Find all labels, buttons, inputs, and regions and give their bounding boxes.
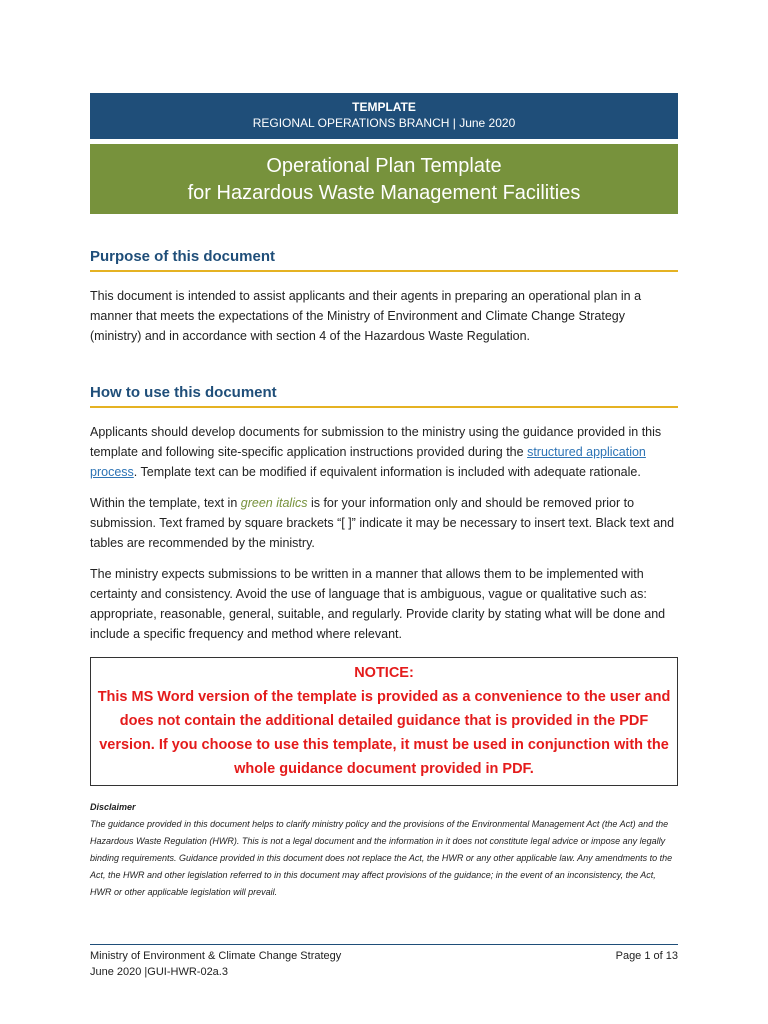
notice-title: NOTICE: [354, 665, 414, 681]
howto-paragraph-3: The ministry expects submissions to be written in a manner that allows them to be implemented with certainty and consistency. Avoid the use of language that is ambiguous, vague or qualitative such as: appropriate, reasonable, general, suitable, and regularly. Provide clarity by stating what will be done and include a specific frequency and method where relevant. [90, 567, 666, 641]
howto-p1-tail: . Template text can be modified if equivalent information is included with adequate rationale. [133, 465, 641, 479]
page-number: Page 1 of 13 [615, 950, 678, 962]
document-title-line1: Operational Plan Template [266, 155, 502, 177]
howto-section [90, 384, 678, 644]
template-label: TEMPLATE [352, 100, 416, 114]
disclaimer-body: The guidance provided in this document helps to clarify ministry policy and the provisions of the Environmental Management Act (the Act) and the Hazardous Waste Regulation (HWR). This is not a legal document and the information in it does not constitute legal advice or impose any legally binding requirements. Guidance provided in this document does not replace the Act, the HWR or any other applicable law. Any amendments to the Act, the HWR and other legislation referred to in this document may affect provisions of the guidance; in the event of an inconsistency, the Act, HWR or other applicable legislation will prevail. [90, 819, 673, 897]
howto-heading: How to use this document [90, 384, 678, 408]
page-footer [90, 944, 678, 980]
document-page [90, 93, 678, 901]
howto-paragraph-2 [90, 493, 678, 553]
howto-p2-text: Within the template, text in [90, 496, 241, 510]
title-banner [90, 144, 678, 214]
green-italics-sample: green italics [240, 496, 308, 510]
structured-application-process-link[interactable]: structured application process [90, 445, 646, 479]
howto-paragraph-1 [90, 422, 678, 482]
howto-p1-text: Applicants should develop documents for submission to the ministry using the guidance provided in this template and following site-specific application instructions provided during the [90, 425, 662, 459]
document-title-line2: for Hazardous Waste Management Facilities [187, 182, 581, 204]
purpose-heading: Purpose of this document [90, 248, 678, 272]
disclaimer [90, 799, 678, 901]
footer-ministry: Ministry of Environment & Climate Change Strategy [90, 950, 342, 962]
purpose-paragraph: This document is intended to assist applicants and their agents in preparing an operational plan in a manner that meets the expectations of the Ministry of Environment and Climate Change Strategy (ministry) and in accordance with section 4 of the Hazardous Waste Regulation. [90, 289, 642, 343]
footer-doc-id: June 2020 |GUI-HWR-02a.3 [90, 966, 228, 978]
header-banner [90, 93, 678, 139]
branch-date-line: REGIONAL OPERATIONS BRANCH | June 2020 [252, 116, 516, 130]
purpose-section [90, 248, 678, 346]
howto-p2-tail: is for your information only and should be removed prior to submission. Text framed by square brackets “[ ]” indicate it may be necessary to insert text. Black text and tables are recommended by the ministry. [90, 496, 675, 550]
disclaimer-title: Disclaimer [90, 802, 136, 812]
notice-box [90, 657, 678, 786]
notice-body: This MS Word version of the template is provided as a convenience to the user and does not contain the additional detailed guidance that is provided in the PDF version. If you choose to use this template, it must be used in conjunction with the whole guidance document provided in PDF. [97, 689, 671, 777]
